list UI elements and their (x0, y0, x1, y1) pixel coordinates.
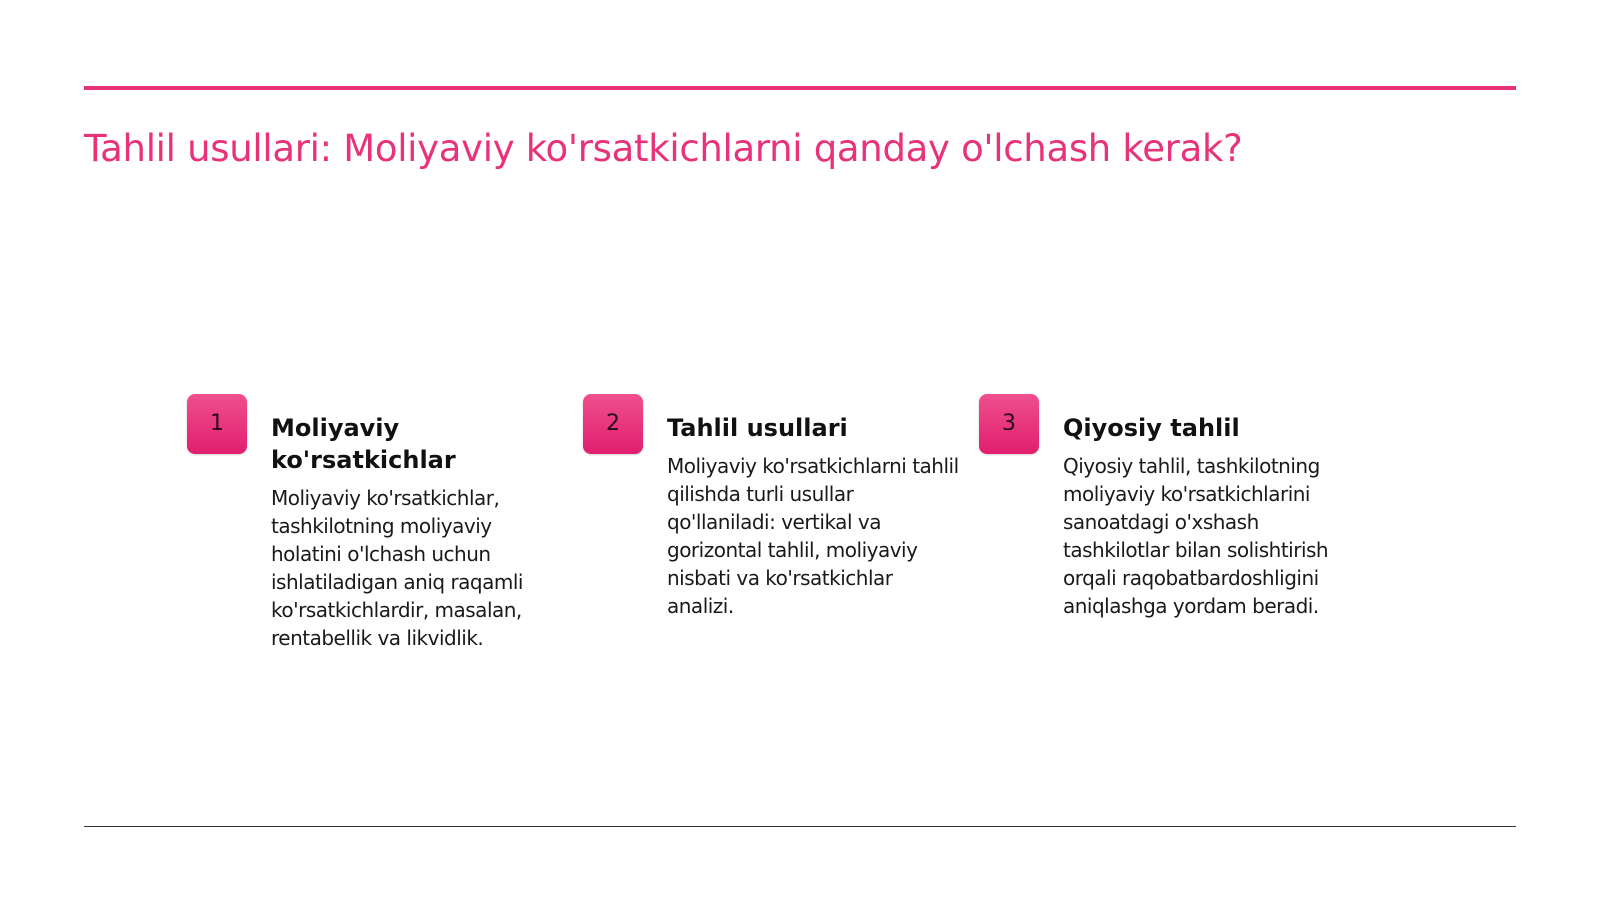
bottom-divider (84, 826, 1516, 827)
step-number-badge: 3 (979, 394, 1039, 454)
slide-title: Tahlil usullari: Moliyaviy ko'rsatkichlarni qanday o'lchash kerak? (84, 127, 1243, 170)
step-title: Tahlil usullari (667, 414, 848, 442)
step-text (667, 412, 963, 620)
step-text (1063, 412, 1359, 620)
step-text (271, 412, 567, 652)
step-title: Moliyaviy ko'rsatkichlar (271, 414, 456, 474)
step-title: Qiyosiy tahlil (1063, 414, 1240, 442)
step-number-badge: 1 (187, 394, 247, 454)
step-description: Moliyaviy ko'rsatkichlar, tashkilotning moliyaviy holatini o'lchash uchun ishlatiladigan aniq raqamli ko'rsatkichlardir, masalan, rentabellik va likvidlik. (271, 486, 523, 650)
step-description: Moliyaviy ko'rsatkichlarni tahlil qilishda turli usullar qo'llaniladi: vertikal va gorizontal tahlil, moliyaviy nisbati va ko'rsatkichlar analizi. (667, 454, 959, 618)
step-description: Qiyosiy tahlil, tashkilotning moliyaviy ko'rsatkichlarini sanoatdagi o'xshash tashkilotlar bilan solishtirish orqali raqobatbardoshligini aniqlashga yordam beradi. (1063, 454, 1329, 618)
step-number-badge: 2 (583, 394, 643, 454)
